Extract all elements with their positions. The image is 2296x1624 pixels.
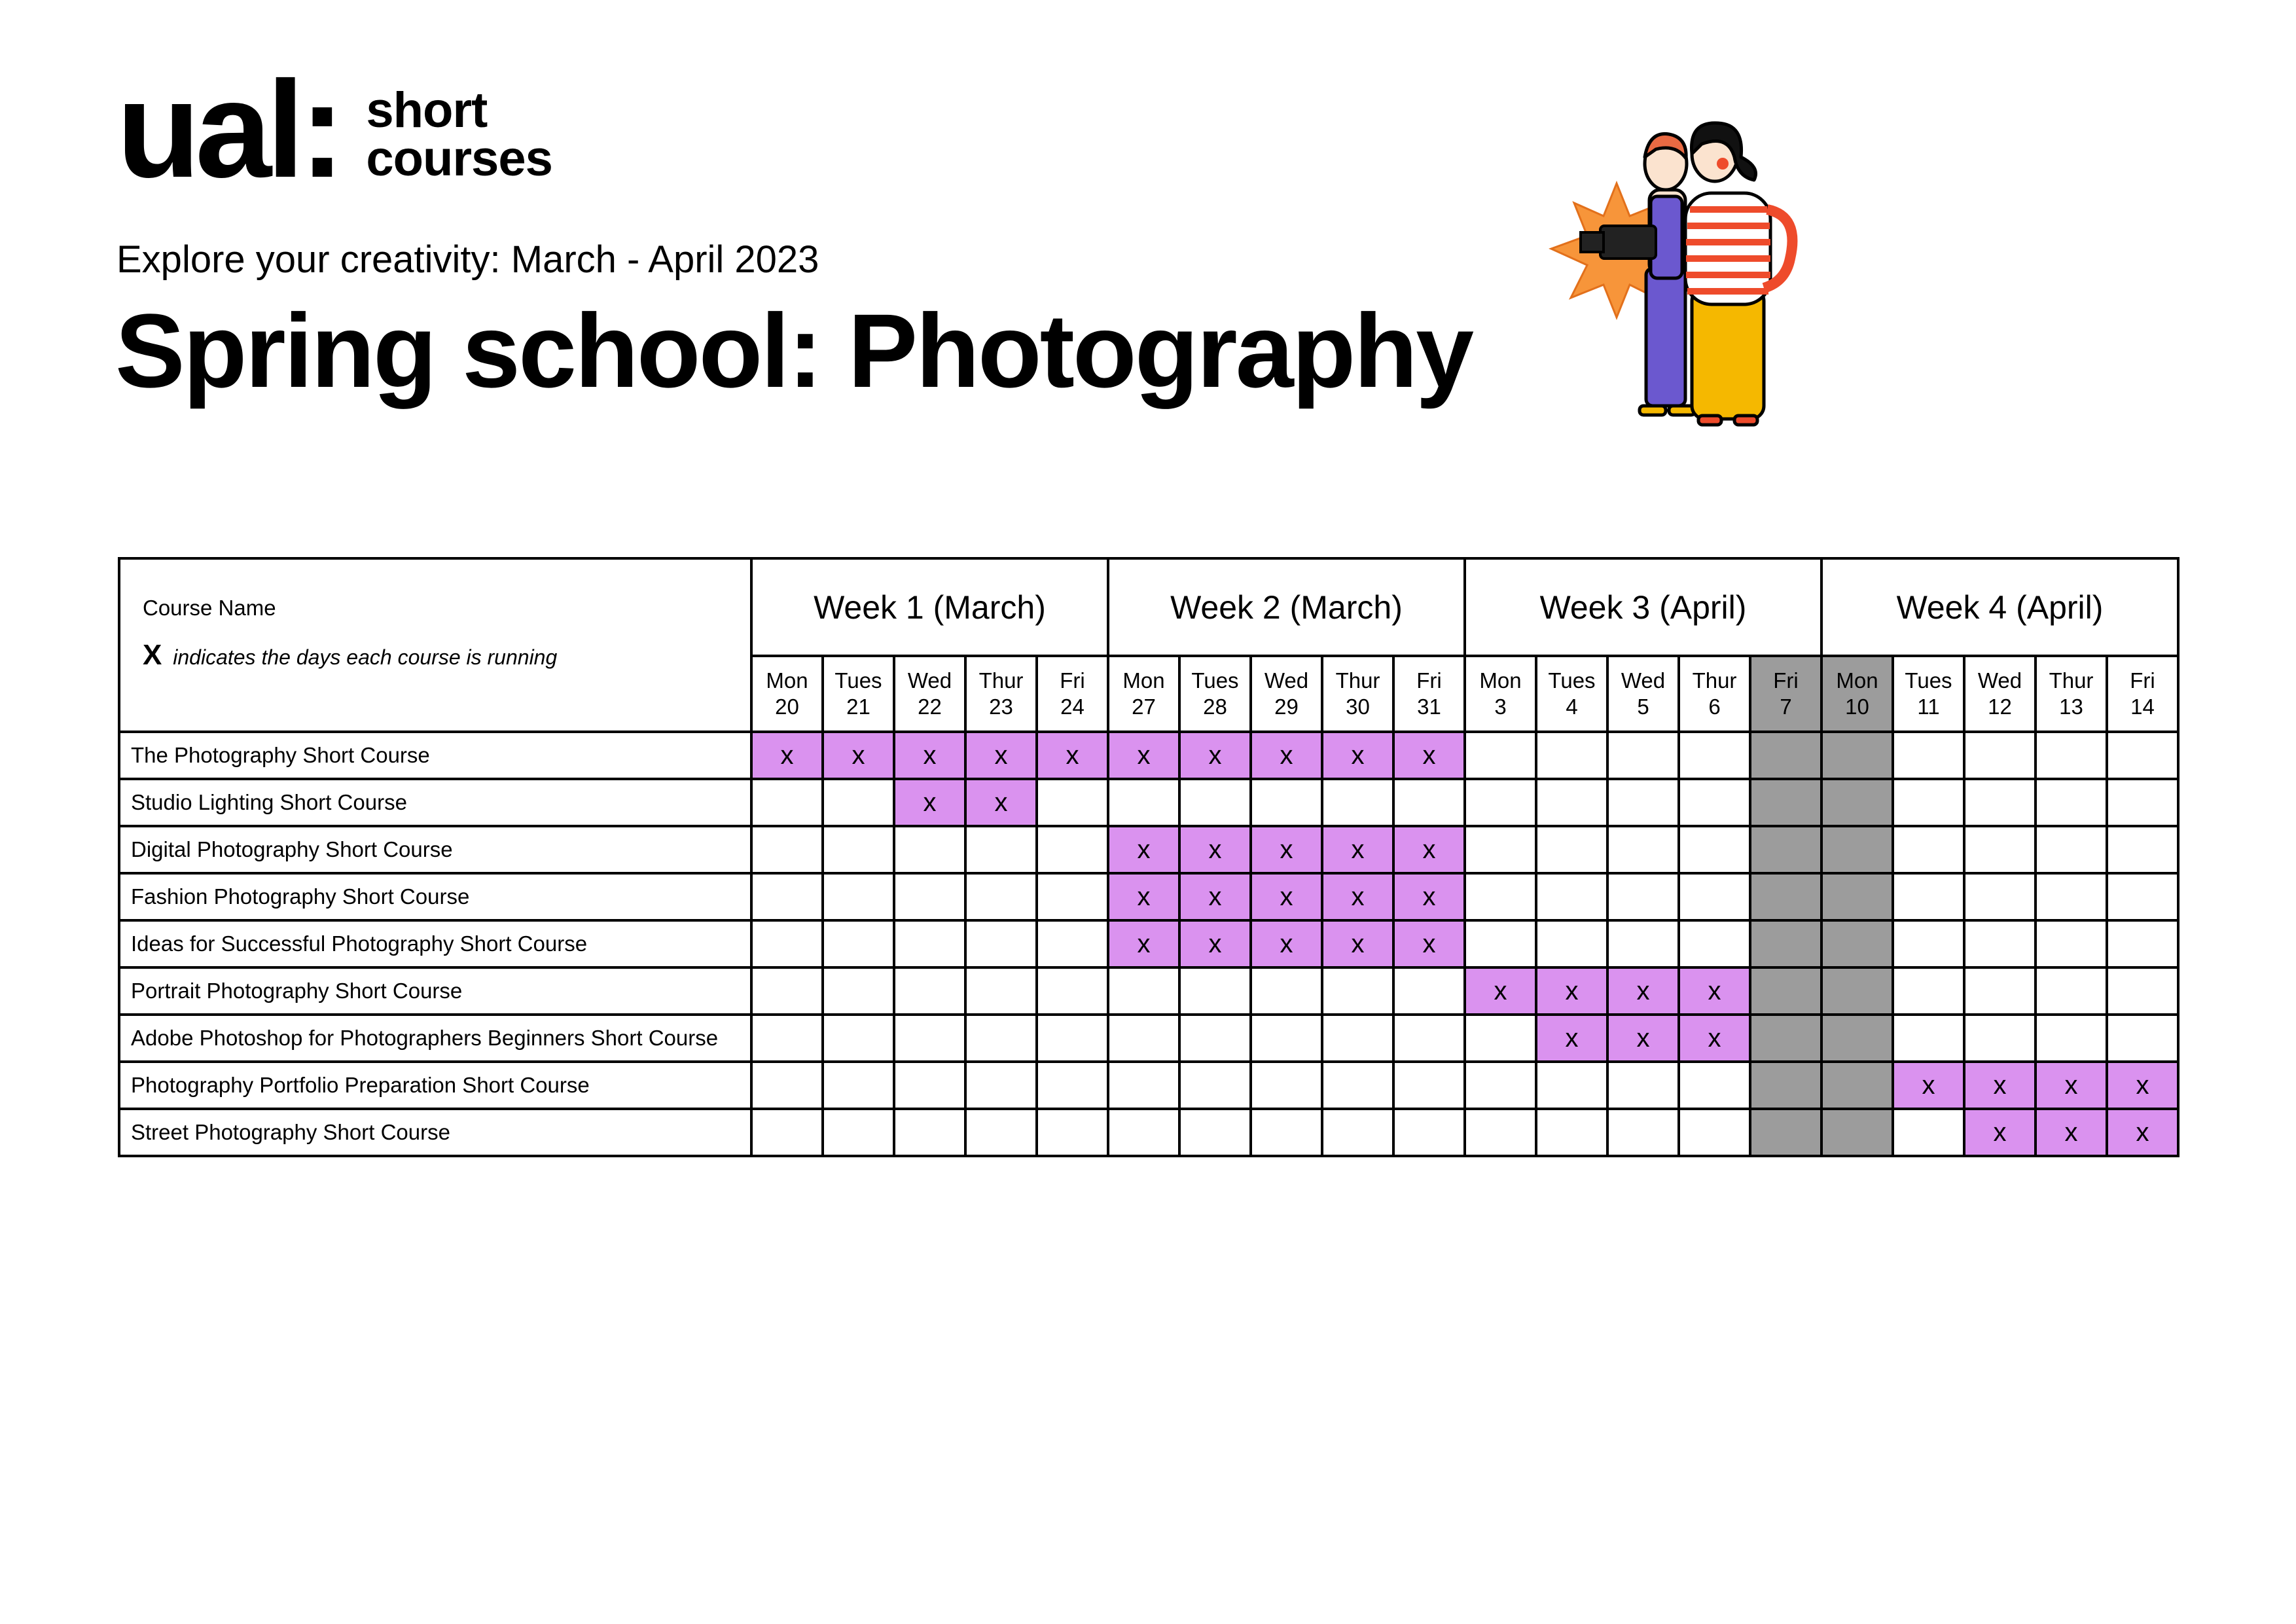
day-name: Fri	[1773, 668, 1799, 693]
running-day-cell: x	[1179, 732, 1251, 779]
day-header	[1536, 656, 1607, 732]
empty-day-cell	[2107, 873, 2178, 920]
empty-day-cell	[1251, 779, 1322, 826]
running-day-cell: x	[1607, 1015, 1679, 1062]
day-header	[1893, 656, 1964, 732]
empty-day-cell	[1964, 732, 2036, 779]
empty-day-cell	[1536, 732, 1607, 779]
running-day-cell: x	[965, 779, 1037, 826]
empty-day-cell	[2036, 967, 2107, 1015]
empty-day-cell	[1964, 967, 2036, 1015]
empty-day-cell	[1251, 1109, 1322, 1156]
page-subtitle: Explore your creativity: March - April 2023	[117, 238, 819, 281]
day-date: 12	[1988, 695, 2012, 719]
empty-day-cell	[1393, 779, 1465, 826]
empty-day-cell	[1393, 967, 1465, 1015]
running-day-cell: x	[894, 779, 965, 826]
running-day-cell: x	[1465, 967, 1536, 1015]
holiday-cell	[1750, 1109, 1821, 1156]
day-date: 22	[918, 695, 942, 719]
day-date: 30	[1346, 695, 1370, 719]
empty-day-cell	[965, 1109, 1037, 1156]
course-schedule-table	[118, 557, 2179, 1157]
legend-text: indicates the days each course is running	[173, 645, 558, 669]
week-header: Week 4 (April)	[1821, 558, 2178, 656]
day-date: 3	[1494, 695, 1507, 719]
empty-day-cell	[1679, 826, 1750, 873]
empty-day-cell	[1893, 826, 1964, 873]
running-day-cell: x	[2036, 1109, 2107, 1156]
empty-day-cell	[1108, 779, 1179, 826]
day-date: 4	[1566, 695, 1578, 719]
empty-day-cell	[1322, 779, 1393, 826]
empty-day-cell	[1679, 779, 1750, 826]
empty-day-cell	[1893, 779, 1964, 826]
running-day-cell: x	[1322, 826, 1393, 873]
day-header	[1108, 656, 1179, 732]
empty-day-cell	[1322, 1015, 1393, 1062]
empty-day-cell	[1964, 873, 2036, 920]
day-name: Thur	[2049, 668, 2094, 693]
empty-day-cell	[2036, 732, 2107, 779]
empty-day-cell	[2107, 826, 2178, 873]
empty-day-cell	[2036, 1015, 2107, 1062]
empty-day-cell	[1465, 873, 1536, 920]
day-name: Wed	[1264, 668, 1309, 693]
running-day-cell: x	[1322, 920, 1393, 967]
empty-day-cell	[823, 1109, 894, 1156]
day-header	[1251, 656, 1322, 732]
empty-day-cell	[1179, 779, 1251, 826]
day-date: 23	[989, 695, 1013, 719]
empty-day-cell	[1536, 1109, 1607, 1156]
running-day-cell: x	[1393, 920, 1465, 967]
day-header	[1322, 656, 1393, 732]
empty-day-cell	[1679, 873, 1750, 920]
empty-day-cell	[1536, 873, 1607, 920]
empty-day-cell	[1037, 1062, 1108, 1109]
running-day-cell: x	[823, 732, 894, 779]
empty-day-cell	[1607, 1109, 1679, 1156]
holiday-cell	[1821, 732, 1893, 779]
holiday-cell	[1821, 826, 1893, 873]
empty-day-cell	[1037, 873, 1108, 920]
running-day-cell: x	[1393, 732, 1465, 779]
empty-day-cell	[1607, 1062, 1679, 1109]
empty-day-cell	[894, 1062, 965, 1109]
course-name: The Photography Short Course	[119, 732, 751, 779]
empty-day-cell	[751, 920, 823, 967]
empty-day-cell	[823, 826, 894, 873]
empty-day-cell	[965, 1015, 1037, 1062]
course-row	[119, 1015, 2178, 1062]
course-row	[119, 920, 2178, 967]
running-day-cell: x	[1964, 1062, 2036, 1109]
empty-day-cell	[2036, 826, 2107, 873]
day-header	[1465, 656, 1536, 732]
course-name-label: Course Name	[143, 596, 276, 620]
day-date: 7	[1780, 695, 1792, 719]
course-row	[119, 826, 2178, 873]
empty-day-cell	[1607, 826, 1679, 873]
empty-day-cell	[1893, 1109, 1964, 1156]
course-row	[119, 1062, 2178, 1109]
empty-day-cell	[2107, 1015, 2178, 1062]
day-name: Wed	[1977, 668, 2022, 693]
empty-day-cell	[751, 967, 823, 1015]
course-name: Fashion Photography Short Course	[119, 873, 751, 920]
empty-day-cell	[1037, 779, 1108, 826]
empty-day-cell	[1108, 967, 1179, 1015]
empty-day-cell	[751, 826, 823, 873]
day-header	[1964, 656, 2036, 732]
holiday-cell	[1821, 967, 1893, 1015]
running-day-cell: x	[1536, 1015, 1607, 1062]
holiday-cell	[1750, 1062, 1821, 1109]
day-name: Tues	[1905, 668, 1952, 693]
week-header: Week 2 (March)	[1108, 558, 1465, 656]
empty-day-cell	[1679, 920, 1750, 967]
running-day-cell: x	[1179, 873, 1251, 920]
running-day-cell: x	[1108, 920, 1179, 967]
empty-day-cell	[1465, 920, 1536, 967]
holiday-cell	[1821, 873, 1893, 920]
course-rows	[119, 732, 2178, 1156]
empty-day-cell	[1251, 1062, 1322, 1109]
day-date: 24	[1060, 695, 1085, 719]
empty-day-cell	[751, 873, 823, 920]
empty-day-cell	[1037, 1015, 1108, 1062]
legend	[143, 639, 750, 671]
empty-day-cell	[1251, 967, 1322, 1015]
empty-day-cell	[751, 779, 823, 826]
running-day-cell: x	[1108, 826, 1179, 873]
holiday-cell	[1821, 1109, 1893, 1156]
empty-day-cell	[2036, 779, 2107, 826]
ual-short-courses-logo	[117, 52, 552, 206]
day-name: Mon	[1479, 668, 1522, 693]
empty-day-cell	[1322, 1062, 1393, 1109]
running-day-cell: x	[1322, 732, 1393, 779]
empty-day-cell	[1964, 826, 2036, 873]
empty-day-cell	[1037, 967, 1108, 1015]
empty-day-cell	[751, 1109, 823, 1156]
day-header	[1750, 656, 1821, 732]
course-name: Adobe Photoshop for Photographers Beginners Short Course	[119, 1015, 751, 1062]
holiday-cell	[1821, 779, 1893, 826]
running-day-cell: x	[1037, 732, 1108, 779]
holiday-cell	[1750, 826, 1821, 873]
running-day-cell: x	[1251, 920, 1322, 967]
empty-day-cell	[1179, 1062, 1251, 1109]
holiday-cell	[1821, 1015, 1893, 1062]
running-day-cell: x	[894, 732, 965, 779]
empty-day-cell	[1465, 1109, 1536, 1156]
empty-day-cell	[965, 826, 1037, 873]
day-date: 14	[2130, 695, 2155, 719]
empty-day-cell	[1393, 1062, 1465, 1109]
course-name: Photography Portfolio Preparation Short Course	[119, 1062, 751, 1109]
logo-mark: ual:	[117, 52, 340, 206]
day-date: 6	[1708, 695, 1721, 719]
empty-day-cell	[823, 873, 894, 920]
day-name: Thur	[978, 668, 1024, 693]
empty-day-cell	[1465, 732, 1536, 779]
day-name: Mon	[1836, 668, 1878, 693]
day-header	[823, 656, 894, 732]
running-day-cell: x	[1679, 967, 1750, 1015]
day-name: Wed	[907, 668, 952, 693]
empty-day-cell	[1536, 920, 1607, 967]
running-day-cell: x	[1251, 873, 1322, 920]
empty-day-cell	[1465, 779, 1536, 826]
running-day-cell: x	[1393, 873, 1465, 920]
running-day-cell: x	[1607, 967, 1679, 1015]
empty-day-cell	[1037, 1109, 1108, 1156]
empty-day-cell	[1536, 1062, 1607, 1109]
running-day-cell: x	[1536, 967, 1607, 1015]
holiday-cell	[1821, 920, 1893, 967]
holiday-cell	[1750, 920, 1821, 967]
empty-day-cell	[1893, 873, 1964, 920]
empty-day-cell	[894, 1109, 965, 1156]
day-date: 31	[1417, 695, 1441, 719]
day-date: 27	[1132, 695, 1156, 719]
empty-day-cell	[751, 1015, 823, 1062]
running-day-cell: x	[2036, 1062, 2107, 1109]
course-row	[119, 779, 2178, 826]
day-name: Fri	[1060, 668, 1085, 693]
week-header: Week 1 (March)	[751, 558, 1108, 656]
day-header	[965, 656, 1037, 732]
empty-day-cell	[1179, 1109, 1251, 1156]
course-name: Digital Photography Short Course	[119, 826, 751, 873]
empty-day-cell	[1251, 1015, 1322, 1062]
running-day-cell: x	[1679, 1015, 1750, 1062]
empty-day-cell	[2036, 873, 2107, 920]
empty-day-cell	[1108, 1015, 1179, 1062]
day-header	[1037, 656, 1108, 732]
running-day-cell: x	[1251, 826, 1322, 873]
week-header-row	[119, 558, 2178, 656]
empty-day-cell	[1465, 1015, 1536, 1062]
day-date: 29	[1274, 695, 1299, 719]
empty-day-cell	[894, 826, 965, 873]
empty-day-cell	[965, 873, 1037, 920]
empty-day-cell	[1179, 1015, 1251, 1062]
empty-day-cell	[965, 1062, 1037, 1109]
empty-day-cell	[965, 920, 1037, 967]
empty-day-cell	[1964, 1015, 2036, 1062]
empty-day-cell	[1108, 1062, 1179, 1109]
day-header	[751, 656, 823, 732]
empty-day-cell	[1465, 826, 1536, 873]
day-header	[1607, 656, 1679, 732]
empty-day-cell	[1607, 920, 1679, 967]
empty-day-cell	[2107, 779, 2178, 826]
day-date: 11	[1917, 695, 1940, 719]
empty-day-cell	[823, 1015, 894, 1062]
day-header	[1179, 656, 1251, 732]
running-day-cell: x	[2107, 1062, 2178, 1109]
empty-day-cell	[1607, 779, 1679, 826]
day-name: Tues	[1191, 668, 1239, 693]
holiday-cell	[1750, 967, 1821, 1015]
empty-day-cell	[894, 920, 965, 967]
day-name: Fri	[1416, 668, 1442, 693]
empty-day-cell	[1393, 1015, 1465, 1062]
page-title: Spring school: Photography	[115, 292, 1473, 409]
day-name: Fri	[2130, 668, 2155, 693]
empty-day-cell	[1607, 732, 1679, 779]
empty-day-cell	[2036, 920, 2107, 967]
two-people-with-camera-illustration	[1538, 118, 1813, 445]
course-name: Studio Lighting Short Course	[119, 779, 751, 826]
empty-day-cell	[894, 967, 965, 1015]
holiday-cell	[1821, 1062, 1893, 1109]
empty-day-cell	[1893, 967, 1964, 1015]
holiday-cell	[1750, 732, 1821, 779]
running-day-cell: x	[751, 732, 823, 779]
running-day-cell: x	[1179, 920, 1251, 967]
day-name: Mon	[766, 668, 808, 693]
day-name: Thur	[1335, 668, 1380, 693]
running-day-cell: x	[1108, 873, 1179, 920]
day-header	[1679, 656, 1750, 732]
empty-day-cell	[1964, 920, 2036, 967]
course-row	[119, 732, 2178, 779]
day-date: 21	[846, 695, 870, 719]
empty-day-cell	[1037, 920, 1108, 967]
course-name: Ideas for Successful Photography Short Course	[119, 920, 751, 967]
empty-day-cell	[1607, 873, 1679, 920]
empty-day-cell	[965, 967, 1037, 1015]
empty-day-cell	[823, 779, 894, 826]
empty-day-cell	[1393, 1109, 1465, 1156]
legend-x-mark: X	[143, 639, 162, 671]
day-header	[1821, 656, 1893, 732]
empty-day-cell	[1893, 1015, 1964, 1062]
empty-day-cell	[1964, 779, 2036, 826]
week-header: Week 3 (April)	[1465, 558, 1821, 656]
day-name: Mon	[1122, 668, 1165, 693]
running-day-cell: x	[965, 732, 1037, 779]
day-name: Tues	[1548, 668, 1596, 693]
empty-day-cell	[894, 873, 965, 920]
holiday-cell	[1750, 1015, 1821, 1062]
empty-day-cell	[1536, 779, 1607, 826]
empty-day-cell	[1679, 1109, 1750, 1156]
running-day-cell: x	[1251, 732, 1322, 779]
empty-day-cell	[894, 1015, 965, 1062]
empty-day-cell	[1037, 826, 1108, 873]
empty-day-cell	[2107, 967, 2178, 1015]
course-row	[119, 1109, 2178, 1156]
day-date: 13	[2059, 695, 2083, 719]
logo-line-1: short	[366, 82, 488, 138]
empty-day-cell	[1465, 1062, 1536, 1109]
day-name: Tues	[834, 668, 882, 693]
course-name-header	[119, 558, 751, 732]
empty-day-cell	[1179, 967, 1251, 1015]
empty-day-cell	[2107, 920, 2178, 967]
running-day-cell: x	[1322, 873, 1393, 920]
empty-day-cell	[1108, 1109, 1179, 1156]
empty-day-cell	[751, 1062, 823, 1109]
empty-day-cell	[823, 1062, 894, 1109]
day-name: Thur	[1692, 668, 1737, 693]
day-header	[2036, 656, 2107, 732]
day-date: 5	[1637, 695, 1649, 719]
empty-day-cell	[1322, 1109, 1393, 1156]
running-day-cell: x	[1108, 732, 1179, 779]
running-day-cell: x	[1393, 826, 1465, 873]
person-right	[1685, 123, 1792, 425]
day-date: 28	[1203, 695, 1227, 719]
day-header	[894, 656, 965, 732]
day-date: 20	[775, 695, 799, 719]
running-day-cell: x	[1964, 1109, 2036, 1156]
course-name: Portrait Photography Short Course	[119, 967, 751, 1015]
day-date: 10	[1845, 695, 1869, 719]
empty-day-cell	[1679, 1062, 1750, 1109]
logo-wordmark	[366, 82, 552, 187]
day-header	[1393, 656, 1465, 732]
holiday-cell	[1750, 873, 1821, 920]
empty-day-cell	[1679, 732, 1750, 779]
day-header	[2107, 656, 2178, 732]
holiday-cell	[1750, 779, 1821, 826]
empty-day-cell	[1322, 967, 1393, 1015]
logo-line-2: courses	[366, 131, 552, 187]
empty-day-cell	[1893, 920, 1964, 967]
empty-day-cell	[823, 920, 894, 967]
empty-day-cell	[2107, 732, 2178, 779]
course-row	[119, 967, 2178, 1015]
course-row	[119, 873, 2178, 920]
running-day-cell: x	[1893, 1062, 1964, 1109]
running-day-cell: x	[1179, 826, 1251, 873]
course-name: Street Photography Short Course	[119, 1109, 751, 1156]
day-name: Wed	[1621, 668, 1666, 693]
empty-day-cell	[1536, 826, 1607, 873]
empty-day-cell	[1893, 732, 1964, 779]
running-day-cell: x	[2107, 1109, 2178, 1156]
empty-day-cell	[823, 967, 894, 1015]
